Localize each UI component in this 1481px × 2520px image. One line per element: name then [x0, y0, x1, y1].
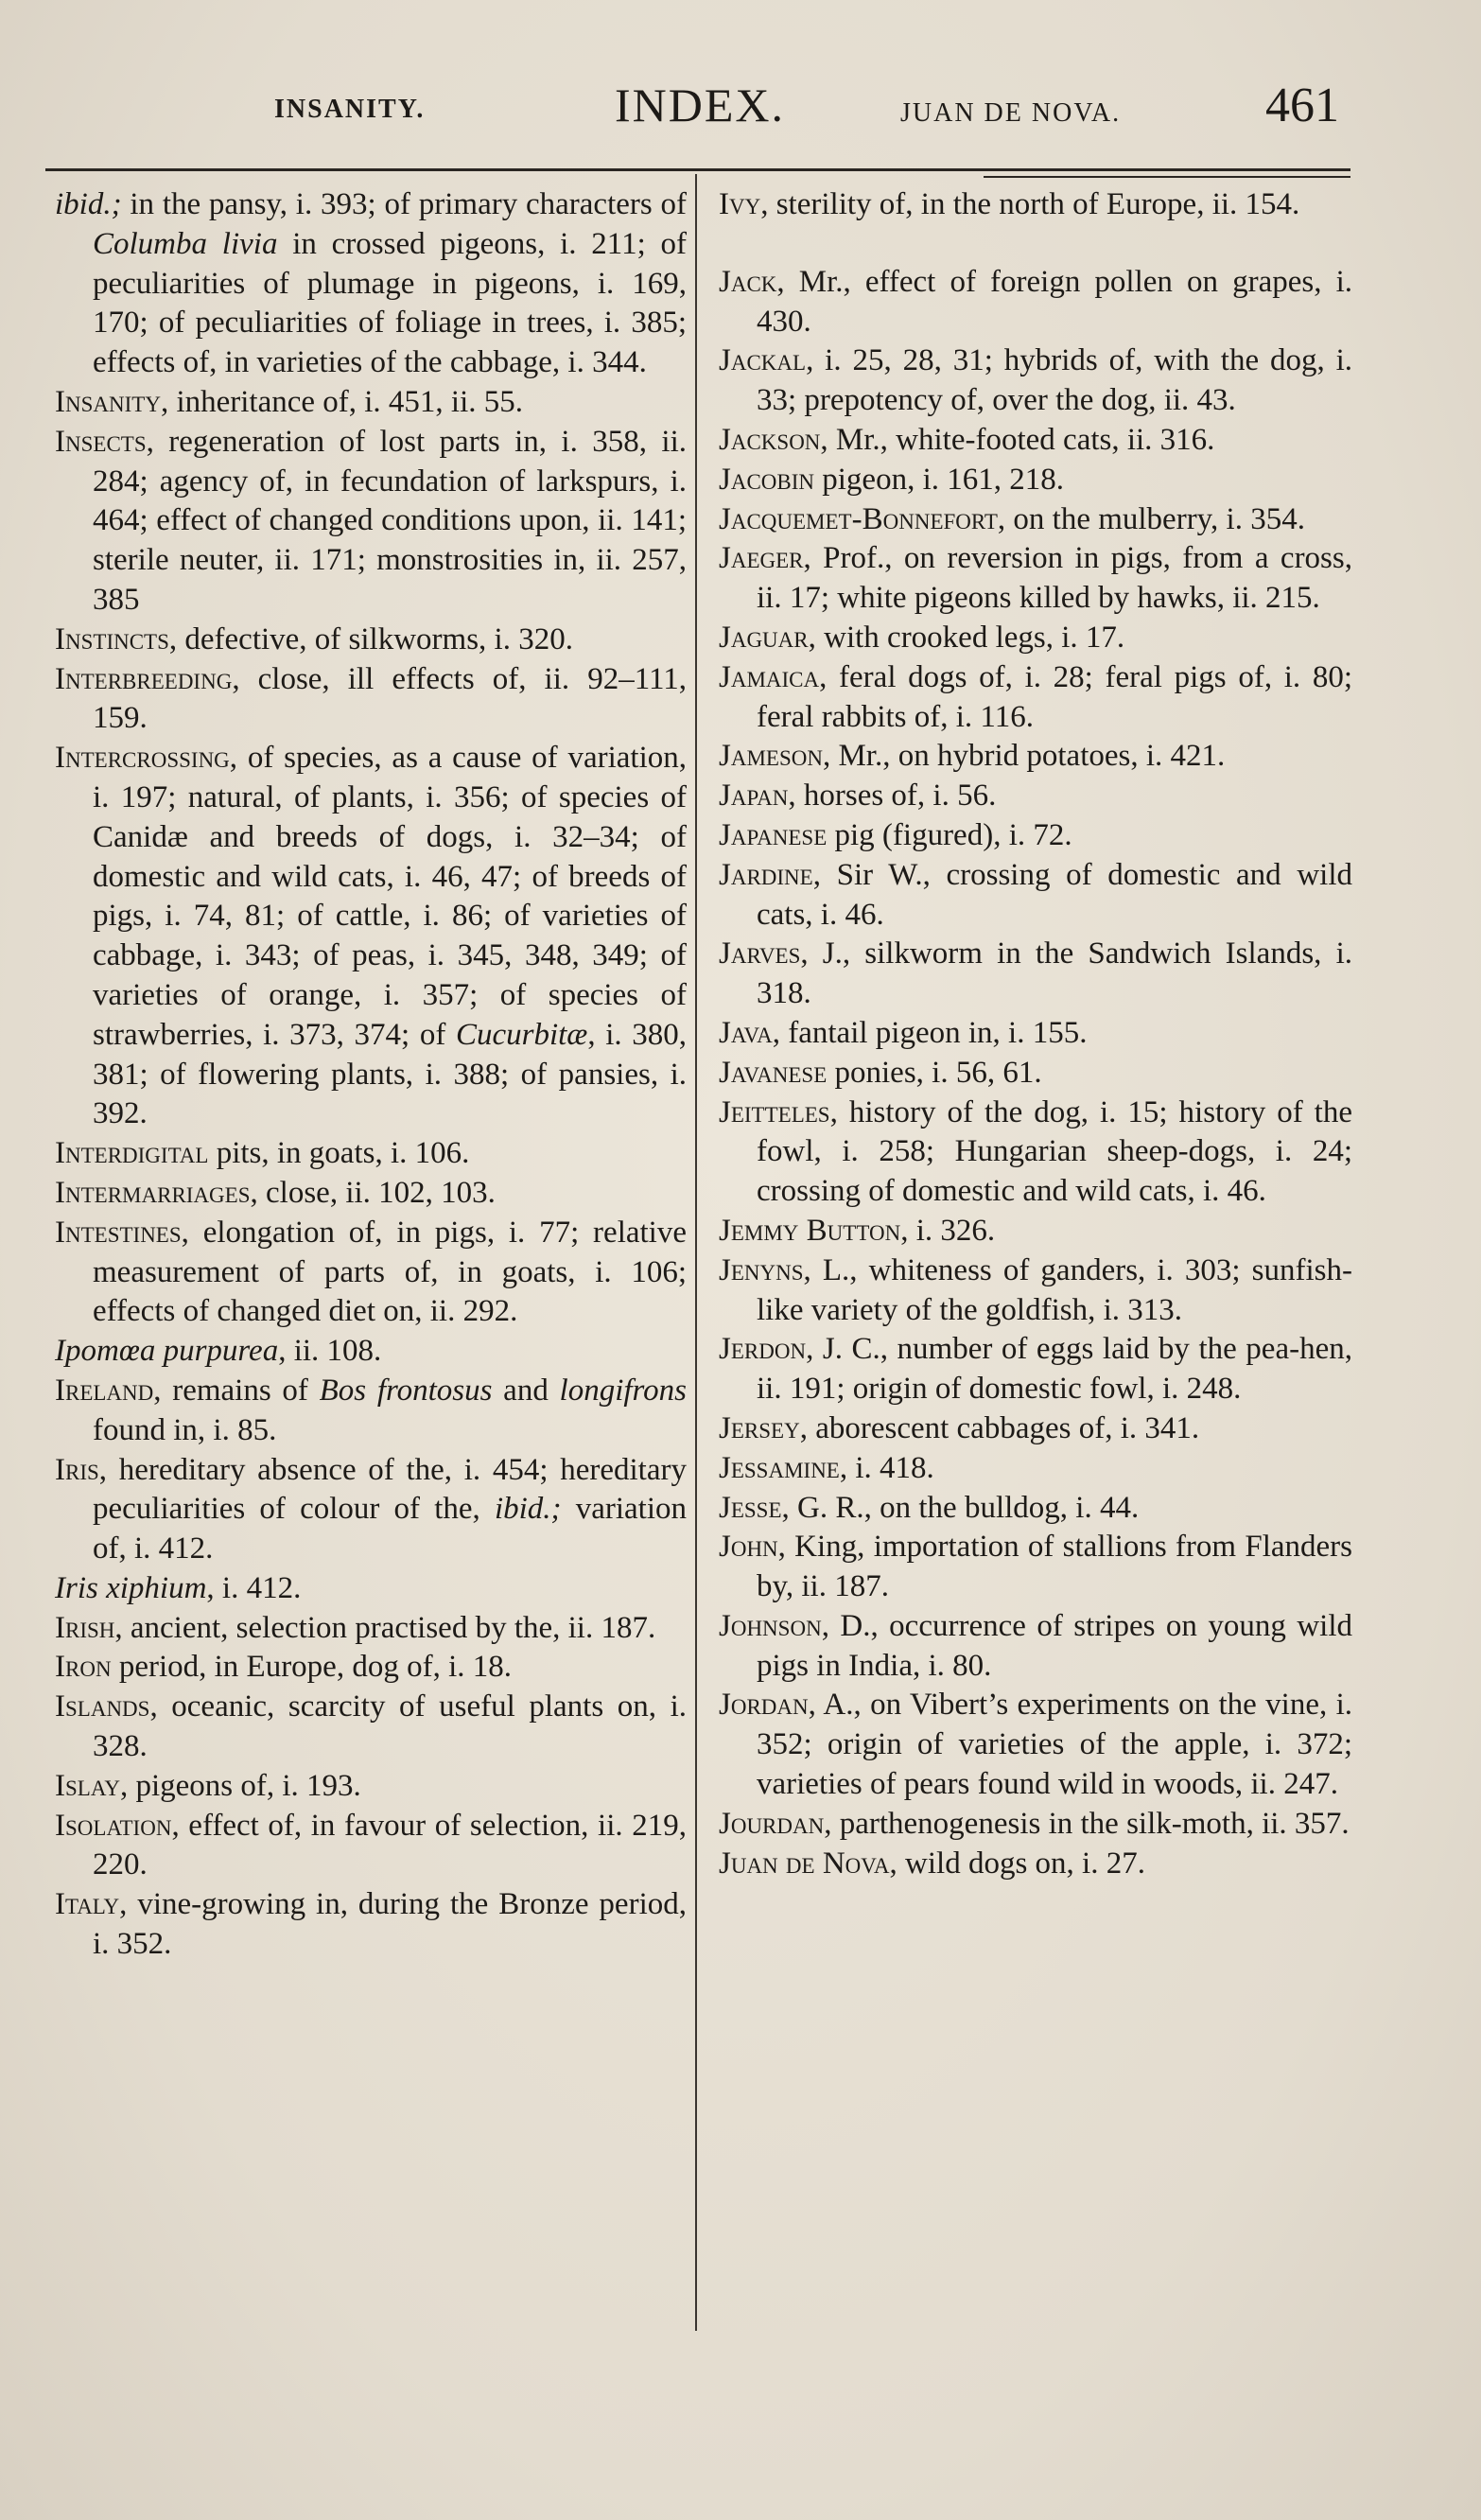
- entry-headword: Jacobin: [719, 462, 815, 497]
- entry-headword: Jaeger: [719, 541, 804, 576]
- entry-text: , J., silkworm in the Sandwich Islands, i. 318.: [757, 936, 1352, 1011]
- entry-italic-text: Ipomœa purpurea: [55, 1334, 279, 1369]
- entry-headword: John: [719, 1530, 778, 1565]
- entry-headword: Intercrossing: [55, 741, 230, 776]
- index-entry: [719, 263, 1352, 342]
- entry-italic-text: ibid.;: [55, 187, 122, 221]
- index-entry: [719, 856, 1352, 936]
- index-entry: [719, 1014, 1352, 1054]
- entry-text: variation of, i. 412.: [93, 1492, 687, 1566]
- entry-text: , regeneration of lost parts in, i. 358, ii. 284; agency of, in fecundation of larkspurs, i. 464; effect of changed conditions upon, ii. 141; sterile neuter, ii. 171; monstrosities in, ii. 257, 385: [93, 424, 687, 617]
- entry-headword: Japanese: [719, 817, 828, 852]
- entry-headword: Intestines: [55, 1215, 182, 1250]
- entry-text: , parthenogenesis in the silk-moth, ii. 357.: [824, 1806, 1350, 1841]
- running-head-right: JUAN DE NOVA.: [900, 98, 1122, 128]
- index-entry: [55, 1807, 687, 1886]
- index-entry: [719, 1528, 1352, 1607]
- entry-text: , Sir W., crossing of domestic and wild cats, i. 46.: [757, 857, 1352, 932]
- entry-text: , J. C., number of eggs laid by the pea-hen, ii. 191; origin of domestic fowl, i. 248.: [757, 1332, 1352, 1407]
- entry-text: , feral dogs of, i. 28; feral pigs of, i. 80; feral rabbits of, i. 116.: [757, 659, 1352, 734]
- entry-text: , D., occurrence of stripes on young wild pigs in India, i. 80.: [757, 1608, 1352, 1683]
- entry-italic-text: longifrons: [559, 1373, 688, 1408]
- entry-headword: Jackson: [719, 422, 821, 457]
- running-head: [0, 74, 1481, 159]
- column-divider: [695, 174, 697, 2331]
- entry-headword: Interbreeding: [55, 661, 233, 696]
- entry-headword: Jacquemet-Bonnefort: [719, 501, 998, 536]
- index-entry: [719, 421, 1352, 461]
- entry-headword: Jarves: [719, 936, 801, 971]
- entry-text: , history of the dog, i. 15; history of the fowl, i. 258; Hungarian sheep-dogs, i. 24; crossing of domestic and wild cats, i. 46.: [757, 1094, 1352, 1209]
- index-entry: [719, 500, 1352, 540]
- index-entry: [719, 1054, 1352, 1094]
- entry-italic-text: ibid.;: [494, 1492, 562, 1527]
- entry-text: , i. 418.: [839, 1450, 934, 1485]
- entry-italic-text: Iris xiphium: [55, 1570, 207, 1605]
- index-entry: [55, 1174, 687, 1214]
- entry-text: , close, ii. 102, 103.: [250, 1175, 496, 1210]
- entry-headword: Jesse: [719, 1490, 782, 1525]
- index-entry: [719, 777, 1352, 816]
- entry-headword: Intermarriages: [55, 1175, 251, 1210]
- entry-headword: Jaguar: [719, 620, 809, 655]
- entry-text: , fantail pigeon in, i. 155.: [772, 1015, 1088, 1050]
- index-entry: [55, 1332, 687, 1372]
- entry-headword: Iris: [55, 1452, 99, 1487]
- index-entry: [55, 423, 687, 621]
- entry-text: , wild dogs on, i. 27.: [889, 1846, 1145, 1881]
- index-entry: [719, 1686, 1352, 1804]
- entry-headword: Insanity: [55, 384, 161, 419]
- entry-text: , L., whiteness of ganders, i. 303; sunfish-like variety of the goldfish, i. 313.: [757, 1252, 1352, 1327]
- index-entry: [719, 1094, 1352, 1212]
- entry-text: , remains of: [153, 1373, 320, 1408]
- entry-text: , Mr., on hybrid potatoes, i. 421.: [822, 739, 1226, 774]
- entry-headword: Jenyns: [719, 1252, 804, 1287]
- entry-headword: Jardine: [719, 857, 813, 892]
- entry-text: , horses of, i. 56.: [788, 779, 997, 814]
- entry-text: in crossed pigeons, i. 211; of peculiarities of plumage in pigeons, i. 169, 170; of peculiarities of foliage in trees, i. 385; effects of, in varieties of the cabbage, i. 344.: [93, 226, 687, 380]
- index-entry: [55, 660, 687, 740]
- entry-headword: Java: [719, 1015, 773, 1050]
- entry-text: , vine-growing in, during the Bronze period, i. 352.: [93, 1887, 687, 1962]
- entry-text: , hereditary absence of the, i. 454; hereditary peculiarities of colour of the,: [93, 1452, 687, 1527]
- entry-headword: Islands: [55, 1689, 150, 1724]
- entry-text: , sterility of, in the north of Europe, ii. 154.: [760, 187, 1300, 221]
- entry-italic-text: Columba livia: [93, 226, 278, 261]
- index-entry: [55, 1569, 687, 1609]
- entry-headword: Insects: [55, 424, 147, 459]
- index-entry: [55, 1648, 687, 1688]
- index-entry: [55, 739, 687, 1134]
- entry-text: , inheritance of, i. 451, ii. 55.: [160, 384, 524, 419]
- entry-headword: Jeitteles: [719, 1094, 830, 1129]
- entry-headword: Islay: [55, 1768, 120, 1803]
- index-entry: [719, 1607, 1352, 1687]
- entry-headword: Jameson: [719, 739, 823, 774]
- index-entry: [55, 383, 687, 423]
- index-entry: [719, 737, 1352, 777]
- entry-text: , G. R., on the bulldog, i. 44.: [781, 1490, 1140, 1525]
- entry-text: , i. 326.: [900, 1213, 996, 1248]
- entry-headword: Jamaica: [719, 659, 820, 694]
- index-entry: [55, 1688, 687, 1767]
- entry-headword: Jessamine: [719, 1450, 840, 1485]
- entry-text: , A., on Vibert’s experiments on the vine, i. 352; origin of varieties of the apple, i. 372; varieties of pears found wild in woods, ii. 247.: [757, 1688, 1352, 1802]
- index-entry: [719, 1409, 1352, 1449]
- index-entry: [719, 1251, 1352, 1331]
- entry-headword: Japan: [719, 779, 789, 814]
- index-entry: [55, 1885, 687, 1965]
- index-entry: [55, 1214, 687, 1332]
- entry-headword: Jack: [719, 264, 777, 299]
- index-entry: [719, 1805, 1352, 1845]
- index-entry: [719, 461, 1352, 500]
- entry-text: pits, in goats, i. 106.: [208, 1136, 470, 1171]
- entry-text: , of species, as a cause of variation, i. 197; natural, of plants, i. 356; of species of Canidæ and breeds of dogs, i. 32–34; of domestic and wild cats, i. 46, 47; of breeds of pigs, i. 74, 81; of cattle, i. 86; of varieties of cabbage, i. 343; of peas, i. 345, 348, 349; of varieties of orange, i. 357; of species of strawberries, i. 373, 374; of: [93, 741, 687, 1052]
- entry-italic-text: Cucurbitæ: [455, 1017, 588, 1052]
- entry-text: and: [492, 1373, 560, 1408]
- index-entry: [719, 935, 1352, 1014]
- entry-text: , Prof., on reversion in pigs, from a cross, ii. 17; white pigeons killed by hawks, ii. 215.: [757, 541, 1352, 616]
- entry-text: , Mr., effect of foreign pollen on grapes, i. 430.: [757, 264, 1352, 339]
- header-rule: [45, 168, 1350, 171]
- entry-text: period, in Europe, dog of, i. 18.: [111, 1650, 512, 1685]
- index-entry: [719, 816, 1352, 856]
- entry-headword: Javanese: [719, 1055, 828, 1090]
- entry-headword: Jersey: [719, 1410, 800, 1445]
- index-entry: [55, 185, 687, 383]
- running-head-center: INDEX.: [615, 79, 786, 131]
- entry-headword: Interdigital: [55, 1136, 209, 1171]
- index-entry: [719, 619, 1352, 658]
- entry-headword: Jerdon: [719, 1332, 807, 1367]
- entry-headword: Italy: [55, 1887, 120, 1922]
- index-entry: [719, 1449, 1352, 1489]
- running-head-left: INSANITY.: [274, 95, 426, 124]
- index-entry: [719, 658, 1352, 738]
- index-column-left: [55, 185, 687, 1965]
- entry-headword: Instincts: [55, 621, 169, 656]
- entry-headword: Isolation: [55, 1808, 172, 1843]
- entry-text: found in, i. 85.: [93, 1412, 277, 1447]
- entry-headword: Jemmy Button: [719, 1213, 901, 1248]
- entry-text: , elongation of, in pigs, i. 77; relative measurement of parts of, in goats, i. 106; effects of changed diet on, ii. 292.: [93, 1215, 687, 1329]
- entry-text: , oceanic, scarcity of useful plants on, i. 328.: [93, 1689, 687, 1764]
- index-entry: [719, 1212, 1352, 1251]
- index-entry: [719, 1845, 1352, 1884]
- entry-text: ponies, i. 56, 61.: [827, 1055, 1042, 1090]
- entry-text: in the pansy, i. 393; of primary characters of: [121, 187, 687, 221]
- index-entry: [719, 1489, 1352, 1529]
- entry-italic-text: Bos frontosus: [319, 1373, 493, 1408]
- entry-text: , i. 412.: [206, 1570, 302, 1605]
- entry-headword: Irish: [55, 1610, 115, 1645]
- header-rule-secondary: [984, 176, 1350, 178]
- index-entry: [719, 185, 1352, 225]
- entry-text: , effect of, in favour of selection, ii. 219, 220.: [93, 1808, 687, 1882]
- entry-headword: Ivy: [719, 187, 761, 221]
- entry-text: pig (figured), i. 72.: [827, 817, 1072, 852]
- entry-headword: Johnson: [719, 1608, 822, 1643]
- entry-text: pigeon, i. 161, 218.: [814, 462, 1064, 497]
- entry-text: , pigeons of, i. 193.: [119, 1768, 361, 1803]
- entry-text: , defective, of silkworms, i. 320.: [168, 621, 573, 656]
- entry-headword: Jordan: [719, 1688, 809, 1723]
- index-entry: [55, 1609, 687, 1649]
- entry-text: , i. 25, 28, 31; hybrids of, with the dog, i. 33; prepotency of, over the dog, ii. 43.: [757, 343, 1352, 418]
- entry-text: , ancient, selection practised by the, ii. 187.: [114, 1610, 656, 1645]
- entry-headword: Ireland: [55, 1373, 154, 1408]
- index-entry: [719, 341, 1352, 421]
- index-entry: [719, 539, 1352, 619]
- index-column-right: [719, 185, 1352, 1883]
- index-entry: [719, 1330, 1352, 1409]
- entry-text: , close, ill effects of, ii. 92–111, 159.: [93, 661, 687, 736]
- index-entry: [55, 1134, 687, 1174]
- entry-headword: Jackal: [719, 343, 807, 378]
- entry-text: , aborescent cabbages of, i. 341.: [799, 1410, 1200, 1445]
- entry-text: , King, importation of stallions from Flanders by, ii. 187.: [757, 1530, 1352, 1604]
- entry-headword: Iron: [55, 1650, 112, 1685]
- page-number: 461: [1265, 79, 1339, 132]
- entry-headword: Juan de Nova: [719, 1846, 890, 1881]
- entry-text: , Mr., white-footed cats, ii. 316.: [820, 422, 1215, 457]
- entry-text: , with crooked legs, i. 17.: [808, 620, 1125, 655]
- index-entry: [55, 1372, 687, 1451]
- entry-text: , ii. 108.: [278, 1334, 382, 1369]
- index-entry: [55, 1767, 687, 1807]
- index-entry: [55, 1451, 687, 1569]
- index-entry: [55, 621, 687, 660]
- entry-text: , i. 380, 381; of flowering plants, i. 388; of pansies, i. 392.: [93, 1017, 687, 1131]
- entry-text: , on the mulberry, i. 354.: [997, 501, 1305, 536]
- entry-headword: Jourdan: [719, 1806, 825, 1841]
